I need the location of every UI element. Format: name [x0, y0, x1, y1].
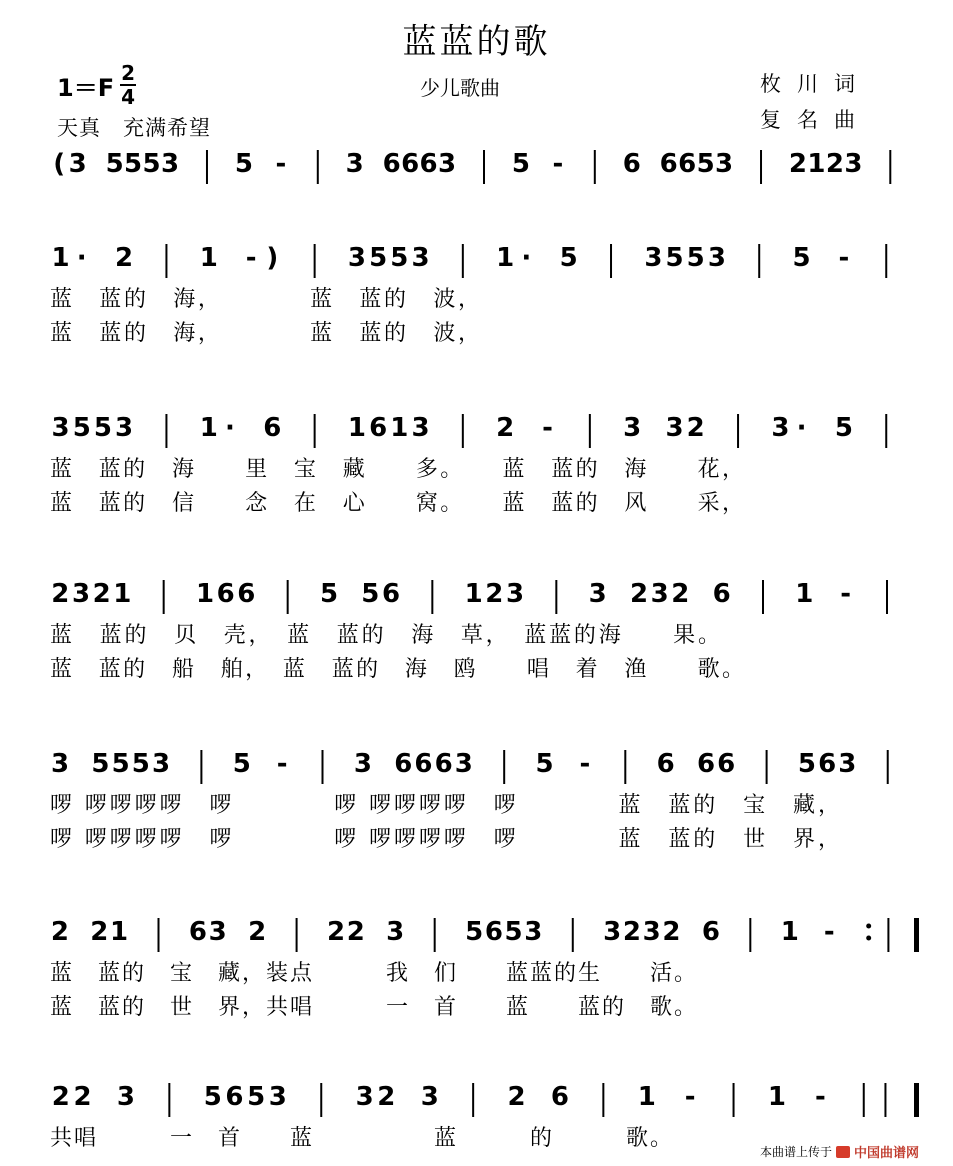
note-glyph: 1	[347, 413, 367, 443]
note-glyph: 6	[717, 749, 736, 779]
note-glyph: 6	[622, 149, 641, 179]
note-glyph: 3	[355, 1082, 374, 1112]
note-glyph: 3	[707, 243, 726, 273]
note-glyph: 1	[807, 149, 826, 179]
note-glyph: -	[275, 149, 287, 179]
lyric-line: 蓝 蓝的 贝 壳， 蓝 蓝的 海 草， 蓝蓝的海 果。	[50, 623, 722, 648]
note-glyph: 5	[511, 149, 530, 179]
note-glyph: 6	[656, 749, 675, 779]
note-glyph: 5	[559, 243, 578, 273]
note-glyph: 6	[712, 579, 731, 609]
note-glyph: 6	[414, 749, 433, 779]
note-glyph: 3	[603, 917, 622, 947]
note-glyph: 3	[623, 413, 642, 443]
repeat-dot	[866, 936, 871, 941]
note-glyph: -	[276, 749, 288, 779]
note-glyph: -	[823, 917, 835, 947]
note-glyph: 2	[51, 579, 70, 609]
note-glyph: 6	[659, 149, 678, 179]
note-glyph: 3	[438, 149, 457, 179]
note-glyph: 1	[199, 413, 218, 443]
note-glyph: 3	[505, 579, 525, 609]
lyric-line: 蓝 蓝的 世 界，共唱 一 首 蓝 蓝的 歌。	[50, 995, 698, 1020]
lyric-line: 蓝 蓝的 宝 藏，装点 我 们 蓝蓝的生 活。	[50, 961, 698, 986]
note-glyph: 5	[93, 413, 112, 443]
note-glyph: 1	[637, 1082, 656, 1112]
footer-text: 本曲谱上传于	[760, 1145, 833, 1159]
note-glyph: 2	[326, 917, 346, 947]
lyric-line: 共唱 一 首 蓝 蓝 的 歌。	[50, 1126, 674, 1151]
note-glyph: 5	[504, 917, 523, 947]
note-glyph: 5	[234, 149, 253, 179]
note-glyph: 3	[411, 413, 430, 443]
time-unit: 4	[121, 85, 136, 109]
note-glyph: 6	[434, 749, 453, 779]
site-logo-text: 中国曲谱网	[854, 1146, 920, 1161]
note-glyph: 3	[151, 749, 171, 779]
note-glyph: 5	[465, 917, 484, 947]
note-glyph: -	[245, 243, 257, 273]
note-glyph: 2	[671, 579, 690, 609]
expression-marking: 天真 充满希望	[57, 116, 211, 140]
note-glyph: -	[684, 1082, 696, 1112]
song-subtitle: 少儿歌曲	[420, 76, 500, 100]
note-glyph: -	[542, 413, 553, 443]
lyricist-credit: 枚川词	[760, 72, 871, 96]
note-glyph: 1	[767, 1082, 786, 1112]
note-glyph: 2	[686, 413, 705, 443]
note-glyph: 3	[420, 1082, 439, 1112]
note-glyph: 6	[225, 1082, 244, 1112]
note-glyph: 3	[524, 917, 543, 947]
note-glyph: 6	[263, 413, 282, 443]
note-glyph: 2	[51, 1082, 70, 1112]
note-glyph: 3	[771, 413, 790, 443]
note-glyph: 5	[319, 579, 339, 609]
note-glyph: 5	[142, 149, 161, 179]
lyric-line: 蓝 蓝的 信 念 在 心 窝。 蓝 蓝的 风 采，	[50, 491, 746, 516]
note-glyph: 2	[496, 413, 515, 443]
lyric-line: 蓝 蓝的 船 舶， 蓝 蓝的 海 鸥 唱 着 渔 歌。	[50, 657, 746, 682]
lyric-line: 啰 啰啰啰啰 啰 啰 啰啰啰啰 啰 蓝 蓝的 世 界，	[50, 827, 842, 852]
note-glyph: 5	[535, 749, 554, 779]
lyric-line: 蓝 蓝的 海， 蓝 蓝的 波，	[50, 287, 482, 312]
note-glyph: 2	[73, 1082, 92, 1112]
note-glyph: 6	[678, 149, 697, 179]
note-glyph: 1	[795, 579, 814, 609]
key-base: 1＝F	[57, 73, 115, 102]
note-glyph: 3	[644, 243, 663, 273]
note-glyph: 5	[232, 749, 251, 779]
note-glyph: 3	[588, 579, 607, 609]
note-glyph: 5	[369, 243, 388, 273]
note-glyph: 1	[390, 413, 409, 443]
note-glyph: -	[552, 149, 564, 179]
note-glyph: 6	[188, 917, 208, 947]
note-glyph: ·	[76, 243, 87, 273]
note-glyph: 5	[247, 1082, 266, 1112]
note-glyph: ·	[225, 413, 235, 443]
note-glyph: 1	[109, 917, 129, 947]
note-glyph: 3	[116, 1082, 135, 1112]
note-glyph: 6	[484, 917, 503, 947]
site-logo-icon	[836, 1146, 850, 1158]
note-glyph: 5	[91, 749, 110, 779]
note-glyph: 2	[115, 243, 134, 273]
note-glyph: 5	[390, 243, 409, 273]
note-glyph: 3	[208, 917, 227, 947]
note-glyph: 3	[160, 149, 180, 179]
note-glyph: 6	[381, 579, 401, 609]
note-glyph: 5	[131, 749, 150, 779]
time-beats: 2	[121, 61, 136, 85]
note-glyph: 2	[622, 917, 642, 947]
note-glyph: ·	[796, 413, 807, 443]
note-glyph: 6	[216, 579, 235, 609]
note-glyph: 3	[353, 749, 372, 779]
note-glyph: 3	[665, 413, 684, 443]
note-glyph: 3	[386, 917, 405, 947]
note-glyph: (	[53, 149, 66, 179]
note-glyph: 5	[361, 579, 380, 609]
note-glyph: 2	[92, 579, 111, 609]
note-glyph: )	[266, 243, 279, 273]
note-glyph: 5	[665, 243, 684, 273]
note-glyph: 2	[346, 917, 365, 947]
note-glyph: 2	[629, 579, 649, 609]
note-glyph: 2	[825, 149, 844, 179]
repeat-dot	[866, 924, 871, 929]
note-glyph: 1	[464, 579, 483, 609]
note-glyph: 2	[248, 917, 267, 947]
note-glyph: 1	[199, 243, 218, 273]
note-glyph: 2	[50, 917, 69, 947]
note-glyph: 5	[797, 749, 817, 779]
note-glyph: 6	[550, 1082, 569, 1112]
note-glyph: 6	[237, 579, 256, 609]
note-glyph: 5	[834, 413, 853, 443]
note-glyph: 6	[419, 149, 438, 179]
composer-credit: 复名曲	[760, 108, 871, 132]
note-glyph: 6	[696, 749, 716, 779]
note-glyph: ·	[521, 243, 532, 273]
note-glyph: 3	[454, 749, 473, 779]
note-glyph: 1	[51, 243, 70, 273]
note-glyph: 3	[345, 149, 364, 179]
note-glyph: 2	[788, 149, 808, 179]
note-glyph: 1	[195, 579, 215, 609]
note-glyph: 1	[113, 579, 132, 609]
note-glyph: 6	[818, 749, 837, 779]
note-glyph: 1	[780, 917, 799, 947]
note-glyph: 5	[105, 149, 124, 179]
lyric-line: 啰 啰啰啰啰 啰 啰 啰啰啰啰 啰 蓝 蓝的 宝 藏，	[50, 793, 842, 818]
song-title: 蓝蓝的歌	[402, 22, 551, 62]
note-glyph: 2	[662, 917, 681, 947]
note-glyph: 3	[68, 149, 87, 179]
note-glyph: 3	[642, 917, 661, 947]
note-glyph: 2	[485, 579, 504, 609]
note-glyph: 5	[203, 1082, 222, 1112]
note-glyph: 3	[268, 1082, 287, 1112]
note-glyph: 3	[347, 243, 367, 273]
note-glyph: 5	[111, 749, 130, 779]
note-glyph: 5	[792, 243, 811, 273]
note-glyph: 3	[115, 413, 134, 443]
note-glyph: 5	[696, 149, 715, 179]
note-glyph: 5	[72, 413, 91, 443]
note-glyph: 5	[686, 243, 705, 273]
note-glyph: 3	[838, 749, 857, 779]
lyric-line: 蓝 蓝的 海 里 宝 藏 多。 蓝 蓝的 海 花，	[50, 457, 746, 482]
note-glyph: 6	[382, 149, 401, 179]
note-glyph: 3	[51, 413, 70, 443]
note-glyph: 3	[844, 149, 863, 179]
note-glyph: 3	[411, 243, 430, 273]
note-glyph: 3	[51, 749, 70, 779]
note-glyph: 2	[90, 917, 109, 947]
note-glyph: -	[840, 579, 852, 609]
note-glyph: 3	[650, 579, 669, 609]
note-glyph: 3	[715, 149, 734, 179]
site-footer	[760, 1142, 919, 1161]
note-glyph: -	[838, 243, 850, 273]
final-bar	[914, 918, 919, 952]
final-bar	[914, 1083, 919, 1117]
note-glyph: 2	[507, 1082, 526, 1112]
note-glyph: 2	[377, 1082, 396, 1112]
note-glyph: 6	[394, 749, 413, 779]
note-glyph: 6	[401, 149, 420, 179]
note-glyph: 6	[701, 917, 720, 947]
note-glyph: 3	[71, 579, 91, 609]
note-glyph: -	[579, 749, 591, 779]
note-glyph: 5	[124, 149, 143, 179]
lyric-line: 蓝 蓝的 海， 蓝 蓝的 波，	[50, 321, 482, 346]
note-glyph: 1	[496, 243, 515, 273]
note-glyph: -	[814, 1082, 826, 1112]
note-glyph: 6	[369, 413, 388, 443]
